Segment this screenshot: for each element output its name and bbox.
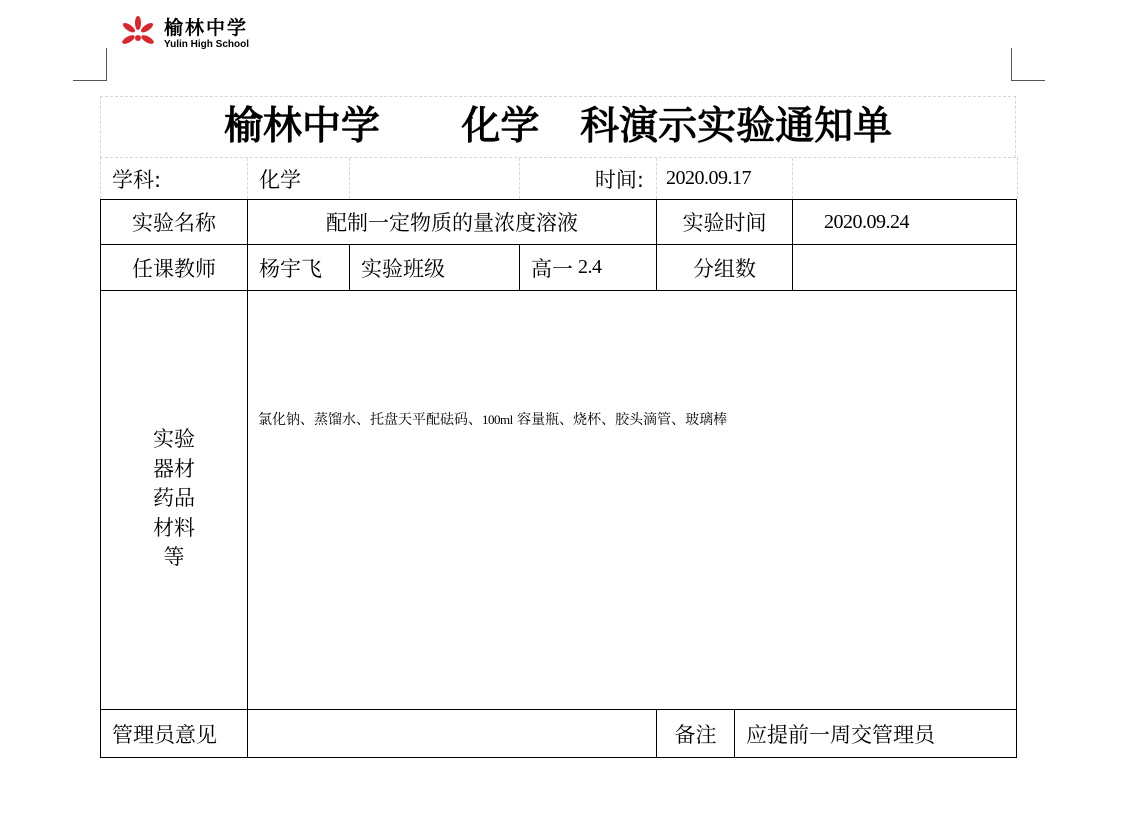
class-value-number: 2.4 — [578, 256, 602, 278]
class-label: 实验班级 — [361, 256, 445, 281]
school-emblem-icon — [118, 14, 158, 54]
logo-school-name-cn: 榆林中学 — [164, 17, 249, 39]
subject-value: 化学 — [259, 167, 301, 192]
crop-mark-right — [1011, 48, 1045, 81]
admin-opinion-label: 管理员意见 — [112, 722, 217, 747]
title-subject: 化学 — [461, 104, 540, 149]
materials-label-line: 等 — [163, 545, 185, 569]
school-logo — [118, 14, 249, 54]
row1-divider — [792, 158, 793, 199]
experiment-time-value: 2020.09.24 — [824, 210, 909, 233]
teacher-value: 杨宇飞 — [259, 256, 322, 281]
table-border-right — [1016, 199, 1017, 758]
materials-label-line: 材料 — [153, 515, 195, 540]
page-title — [100, 96, 1016, 158]
experiment-name-label: 实验名称 — [132, 211, 216, 235]
admin-opinion-value — [248, 710, 656, 757]
materials-label-line: 药品 — [153, 486, 195, 510]
materials-volume: 100ml — [482, 412, 513, 427]
note-value: 应提前一周交管理员 — [746, 722, 935, 747]
groups-label: 分组数 — [693, 256, 756, 281]
subject-label: 学科: — [112, 167, 162, 192]
time-value: 2020.09.17 — [666, 167, 751, 189]
logo-school-name-en: Yulin High School — [164, 39, 249, 50]
teacher-label: 任课教师 — [132, 256, 216, 281]
materials-label-line: 器材 — [153, 456, 195, 481]
crop-mark-left — [73, 48, 107, 81]
class-value-grade: 高一 — [531, 256, 573, 281]
class-value — [520, 245, 656, 290]
materials-label-line: 实验 — [153, 427, 195, 451]
experiment-time-label: 实验时间 — [682, 211, 767, 235]
time-label: 时间: — [594, 167, 644, 192]
title-prefix: 榆林中学 — [223, 104, 380, 149]
note-label: 备注 — [674, 722, 717, 747]
groups-value — [793, 245, 1016, 290]
materials-list-part1: 氯化钠、蒸馏水、托盘天平配砝码、 — [258, 412, 482, 428]
table-border-bottom — [100, 757, 1017, 758]
materials-label — [101, 425, 247, 573]
title-suffix: 科演示实验通知单 — [580, 104, 893, 149]
materials-value — [258, 409, 727, 429]
row-divider — [100, 290, 1017, 291]
materials-list-part2: 容量瓶、烧杯、胶头滴管、玻璃棒 — [512, 412, 728, 428]
row1-divider — [349, 158, 350, 199]
experiment-name-value: 配制一定物质的量浓度溶液 — [326, 211, 578, 235]
